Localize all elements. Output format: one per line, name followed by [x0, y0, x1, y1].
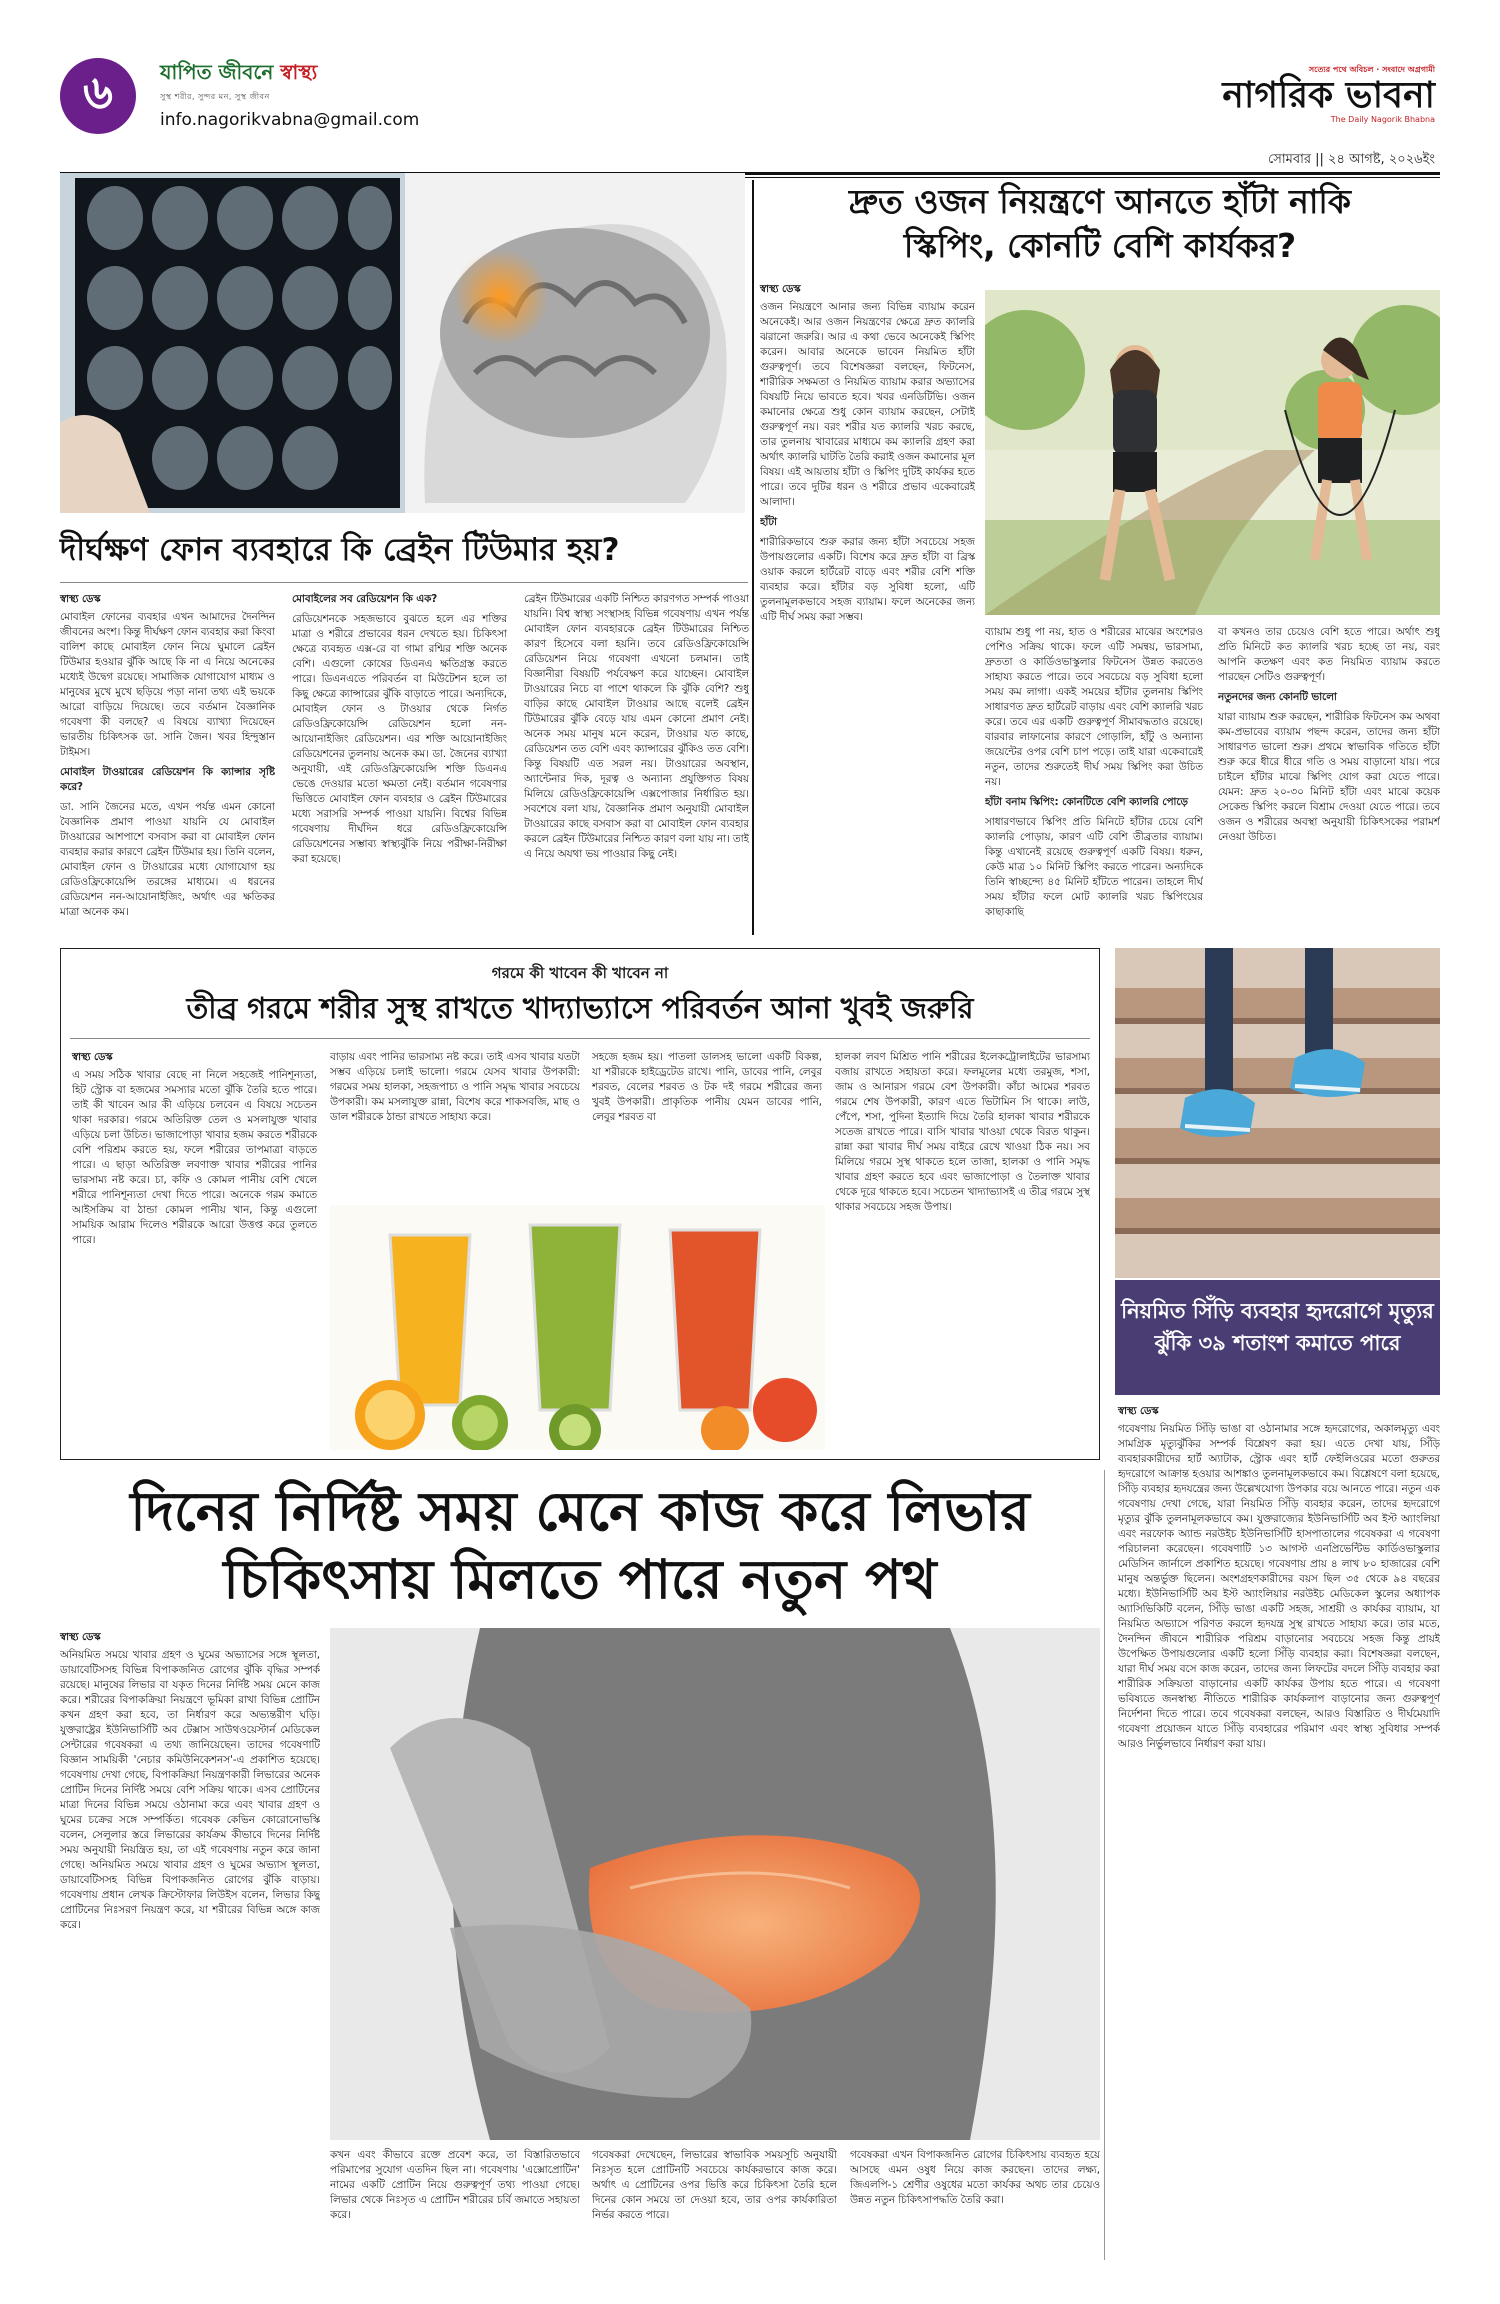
walk-col1-para: ওজন নিয়ন্ত্রণে আনার জন্য বিভিন্ন ব্যায়াম করেন অনেকেই। আর ওজন নিয়ন্ত্রণের ক্ষেত্রে দ্রুত ক্যালরি ঝরানো জরুরি। আর এ কথা ভেবে অনেকেই স্কিপিং করেন। আবার অনেকে ভাবেন নিয়মিত হাঁটা গুরুত্বপূর্ণ। তবে বিশেষজ্ঞরা বলছেন, ফিটনেস, শারীরিক সক্ষমতা ও নিয়মিত ব্যায়াম করার অভ্যাসের বিষয়টি নিয়ে ভাবতে হবে। খবর এনডিটিভি। ওজন কমানোর ক্ষেত্রে শুধু কোন ব্যায়াম করছেন, সেটাই গুরুত্বপূর্ণ নয়। বরং শরীর যত ক্যালরি খরচ করছে, তার তুলনায় খাবারের মাধ্যমে কম ক্যালরি গ্রহণ করা অর্থাৎ ক্যালরি ঘাটতি তৈরি করাই ওজন কমানোর মূল বিষয়। এই আয়তায় হাঁটা ও স্কিপিং দুটিই কার্যকর হতে পারে। তবে দুটির ধরন ও শরীরে প্রভাব একেবারেই আলাদা। [760, 301, 975, 508]
liver-column-4 [850, 2148, 1100, 2260]
brain-column-2 [292, 592, 507, 940]
walk-column-2 [985, 625, 1203, 925]
brain-col2-para: রেডিয়েশনকে সহজভাবে বুঝতে হলে এর শক্তির মাত্রা ও শরীরে প্রভাবের ধরন দেখতে হয়। চিকিৎসা ক্ষেত্রে ব্যবহৃত এক্স-রে বা গামা রশ্মির শক্তি অনেক বেশি। এগুলো কোষের ডিএনএ ক্ষতিগ্রস্ত করতে পারে। ডিএনএতে পরিবর্তন বা মিউটেশন হলে তা কিছু ক্ষেত্রে ক্যান্সারের ঝুঁকি বাড়াতে পারে। অন্যদিকে, মোবাইল ফোন ও টাওয়ার থেকে নির্গত রেডিওফ্রিকোয়েন্সি রেডিয়েশন হলো নন-আয়োনাইজিং রেডিয়েশন। এর শক্তি আয়োনাইজিং রেডিয়েশনের তুলনায় অনেক কম। ডা. জৈনের ব্যাখ্যা অনুযায়ী, এই রেডিওফ্রিকোয়েন্সি শক্তি ডিএনএ ভেঙে দেওয়ার মতো ক্ষমতা নেই। বর্তমান গবেষণার ভিত্তিতে মোবাইল ফোন ব্যবহার ও ব্রেইন টিউমারের মধ্যে সরাসরি সম্পর্ক পাওয়া যায়নি। বিশ্বের বিভিন্ন গবেষণায় দীর্ঘদিন ধরে রেডিওফ্রিকোয়েন্সি রেডিয়েশনের সম্ভাব্য স্বাস্থ্যঝুঁকি নিয়ে পরীক্ষা-নিরীক্ষা করা হয়েছে। [292, 613, 507, 865]
summer-column-4 [835, 1050, 1090, 1450]
brain-col1-subhead: মোবাইল টাওয়ারের রেডিয়েশন কি ক্যান্সার সৃষ্টি করে? [60, 766, 275, 793]
section-brand-tagline: সুস্থ শরীর, সুন্দর মন, সুস্থ জীবন [160, 92, 270, 101]
brain-byline: স্বাস্থ্য ডেস্ক [60, 594, 101, 605]
masthead-slogan: সত্যের পথে অবিচল · সংবাদে অগ্রগামী [1308, 65, 1435, 74]
brain-col2-subhead: মোবাইলের সব রেডিয়েশন কি এক? [292, 593, 438, 605]
walk-column-1 [760, 300, 975, 815]
masthead-english: The Daily Nagorik Bhabna [1330, 115, 1435, 124]
walk-col1-para-2: শারীরিকভাবে শুরু করার জন্য হাঁটা সবচেয়ে সহজ উপায়গুলোর একটি। বিশেষ করে দ্রুত হাঁটা বা ব্রিস্ক ওয়াক করলে হার্টরেট বাড়ে এবং শরীর বেশি শক্তি ব্যবহার করে। হাঁটার বড় সুবিধা হলো, এটি তুলনামূলকভাবে সহজ ব্যায়াম। ফলে অনেকের জন্য এটি দীর্ঘ সময় করা সম্ভব। [760, 536, 975, 623]
stairs-byline: স্বাস্থ্য ডেস্ক [1118, 1406, 1159, 1417]
brain-col3-para: ব্রেইন টিউমারের একটি নিশ্চিত কারণগত সম্পর্ক পাওয়া যায়নি। বিশ্ব স্বাস্থ্য সংস্থাসহ বিভিন্ন গবেষণায় এখন পর্যন্ত মোবাইল ফোন ব্যবহারকে ব্রেইন টিউমারের নিশ্চিত কারণ হিসেবে বলা হয়নি। তবে রেডিওফ্রিকোয়েন্সি রেডিয়েশন নিয়ে গবেষণা এখনো চলমান। তাই বিজ্ঞানীরা বিষয়টি পর্যবেক্ষণ করে যাচ্ছেন। মোবাইল টাওয়ারের নিচে বা পাশে থাকলে কি ঝুঁকি বেশি? শুধু বাড়ির কাছে মোবাইল টাওয়ার আছে বলেই ব্রেইন টিউমারের ঝুঁকি বেড়ে যায় এমন কোনো প্রমাণ নেই। অনেক সময় মানুষ মনে করেন, টাওয়ার যত কাছে, রেডিয়েশন তত বেশি এবং ক্যান্সারের ঝুঁকিও তত বেশি। কিন্তু বিষয়টি এত সরল নয়। টাওয়ারের অবস্থান, অ্যান্টেনার দিক, দূরত্ব ও অন্যান্য প্রযুক্তিগত বিষয় মিলিয়ে রেডিওফ্রিকোয়েন্সি এক্সপোজার নির্ধারিত হয়। সবশেষে বলা যায়, বৈজ্ঞানিক প্রমাণ অনুযায়ী মোবাইল টাওয়ারের কাছে বসবাস করা বা মোবাইল ফোন ব্যবহার করলে ব্রেইন টিউমারের নিশ্চিত কারণ বলা যায় না। তাই এ নিয়ে অযথা ভয় পাওয়ার কিছু নেই। [524, 593, 749, 860]
liver-col3-para: গবেষকরা দেখেছেন, লিভারের স্বাভাবিক সময়সূচি অনুযায়ী নিঃসৃত হলে প্রোটিনটি সবচেয়ে কার্যকরভাবে কাজ করে। অর্থাৎ এ প্রোটিনের ওপর ভিত্তি করে চিকিৎসা তৈরি হলে দিনের কোন সময়ে তা দেওয়া হবে, তার ওপর কার্যকারিতা নির্ভর করতে পারে। [592, 2149, 837, 2221]
stairs-headline-line-2: ঝুঁকি ৩৯ শতাংশ কমাতে পারে [1154, 1331, 1401, 1355]
liver-headline-line-2: চিকিৎসায় মিলতে পারে নতুন পথ [223, 1548, 937, 1611]
section-brand-name-part1: যাপিত জীবনে [160, 60, 274, 84]
walking-skipping-illustration [985, 290, 1440, 615]
walk-col3-para: বা কখনও তার চেয়েও বেশি হতে পারে। অর্থাৎ শুধু প্রতি মিনিটে কত ক্যালরি খরচ হচ্ছে তা নয়, বরং আপনি কতক্ষণ এবং কত নিয়মিত ব্যায়াম করতে পারছেন সেটিও গুরুত্বপূর্ণ। [1218, 626, 1440, 683]
summer-col4-para: হালকা লবণ মিশ্রিত পানি শরীরের ইলেকট্রোলাইটের ভারসাম্য বজায় রাখতে সহায়তা করে। ফলমূলের মধ্যে তরমুজ, শসা, জাম ও আনারস গরমে বেশ উপকারী। কাঁচা আমের শরবত গরমে শেষ উপকারী, কারণ এতে ভিটামিন সি থাকে। লাউ, পেঁপে, শসা, পুদিনা ইত্যাদি দিয়ে তৈরি হালকা খাবার শরীরকে সতেজ রাখতে পারে। বাসি খাবার খাওয়া থেকে বিরত থাকুন। রান্না করা খাবার দীর্ঘ সময় বাইরে রেখে খাওয়া ঠিক নয়। সব মিলিয়ে গরমে সুস্থ থাকতে হলে তাজা, হালকা ও পানি সমৃদ্ধ খাবার গ্রহণ করতে হবে এবং ভাজাপোড়া ও তৈলাক্ত খাবার থেকে দূরে থাকতে হবে। সচেতন খাদ্যাভ্যাসই এ তীব্র গরমে সুস্থ থাকার সবচেয়ে সহজ উপায়। [835, 1051, 1090, 1213]
summer-column-2 [330, 1050, 580, 1200]
stairs-running-photo [1115, 948, 1440, 1278]
liver-article-headline [60, 1478, 1100, 1614]
liver-column-1 [60, 1648, 320, 2260]
liver-column-3 [592, 2148, 837, 2260]
summer-kicker: গরমে কী খাবেন কী খাবেন না [491, 964, 669, 982]
walk-col2-para: ব্যায়াম শুধু পা নয়, হাত ও শরীরের মাঝের অংশেরও পেশিও সক্রিয় থাকে। ফলে এটি সমন্বয়, ভারসাম্য, দ্রুততা ও কার্ডিওভাস্কুলার ফিটনেস উন্নত করতেও সাহায্য করতে পারে। তবে সবচেয়ে বড় সুবিধা হলো সময় কম লাগা। একই সময়ের হাঁটার তুলনায় স্কিপিং সাধারণত দ্রুত হার্টরেট বাড়ায় এবং বেশি ক্যালরি খরচ করে। তবে এর একটি গুরুত্বপূর্ণ সীমাবদ্ধতাও রয়েছে। বারবার লাফানোর কারণে গোড়ালি, হাঁটু ও অন্যান্য জয়েন্টের ওপর বেশি চাপ পড়ে। তাই যারা একেবারেই নতুন, তাদের শুরুতেই দীর্ঘ সময় স্কিপিং করা উচিত নয়। [985, 626, 1203, 788]
brain-col1-para: মোবাইল ফোনের ব্যবহার এখন আমাদের দৈনন্দিন জীবনের অংশ। কিন্তু দীর্ঘক্ষণ ফোন ব্যবহার করা কিংবা বালিশ কাছে মোবাইল ফোন নিয়ে ঘুমালে ব্রেইন টিউমার হওয়ার ঝুঁকি আছে কি না এ নিয়ে অনেকের মধ্যেই উদ্বেগ রয়েছে। সামাজিক যোগাযোগ মাধ্যম ও মানুষের মুখে মুখে ছড়িয়ে পড়া নানা তথ্য এই ভয়কে আরো বাড়িয়ে দিয়েছে। তবে বর্তমান বৈজ্ঞানিক গবেষণা কী বলছে? এ বিষয়ে ব্যাখ্যা দিয়েছেন ভারতীয় চিকিৎসক ডা. সানি জৈন। খবর হিন্দুস্তান টাইমস। [60, 611, 275, 758]
walk-byline: স্বাস্থ্য ডেস্ক [760, 284, 801, 295]
column-divider [752, 180, 754, 935]
summer-article-headline: তীব্র গরমে শরীর সুস্থ রাখতে খাদ্যাভ্যাসে পরিবর্তন আনা খুবই জরুরি [186, 991, 974, 1025]
section-brand-name [160, 58, 460, 91]
walk-col3-para-2: যারা ব্যায়াম শুরু করছেন, শারীরিক ফিটনেস কম অথবা কম-প্রভাবের ব্যায়াম পছন্দ করেন, তাদের জন্য হাঁটা সাধারণত ভালো শুরু। প্রথমে স্বাভাবিক গতিতে হাঁটা শুরু করে ধীরে ধীরে গতি ও সময় বাড়ানো যায়। পরে চাইলে হাঁটার মাঝে স্কিপিং যোগ করা যেতে পারে। যেমন: দ্রুত ২০-৩০ মিনিট হাঁটা এবং মাঝে কয়েক সেকেন্ড স্কিপিং করলে বিশ্রাম দেওয়া যেতে পারে। তবে ওজন ও শরীরের অবস্থা অনুযায়ী চিকিৎসকের পরামর্শ নেওয়া উচিত। [1218, 711, 1440, 843]
walk-column-3 [1218, 625, 1440, 925]
walk-article-headline [760, 180, 1440, 268]
liver-col1-para: অনিয়মিত সময়ে খাবার গ্রহণ ও ঘুমের অভ্যাসের সঙ্গে স্থূলতা, ডায়াবেটিসসহ বিভিন্ন বিপাকজনিত রোগের ঝুঁকি বৃদ্ধির সম্পর্ক রয়েছে। মানুষের লিভার বা যকৃত দিনের নির্দিষ্ট সময় মেনে কাজ করে। শরীরের বিপাকক্রিয়া নিয়ন্ত্রণে ভূমিকা রাখা বিভিন্ন প্রোটিন কখন গ্রহণ করা হবে, তা নির্ধারণ করে অভ্যন্তরীণ ঘড়ি। যুক্তরাষ্ট্রের ইউনিভার্সিটি অব টেক্সাস সাউথওয়েস্টার্ন মেডিকেল সেন্টারের গবেষকরা এ তথ্য জানিয়েছেন। তাদের গবেষণাটি বিজ্ঞান সাময়িকী 'নেচার কমিউনিকেশনস'-এ প্রকাশিত হয়েছে। গবেষণায় দেখা গেছে, বিপাকক্রিয়া নিয়ন্ত্রণকারী লিভারের অনেক প্রোটিন দিনের নির্দিষ্ট সময়ে বেশি সক্রিয় থাকে। এসব প্রোটিনের মাত্রা দিনের বিভিন্ন সময়ে ওঠানামা করে এবং খাবার গ্রহণ ও ঘুমের চক্রের সঙ্গে সম্পর্কিত। গবেষক কেভিন কোরোনোভস্কি বলেন, সেলুলার স্তরে লিভারের কার্যক্রম কীভাবে দিনের নির্দিষ্ট সময় অনুযায়ী নিয়ন্ত্রিত হয়, তা এই গবেষণায় নতুন করে জানা গেছে। অনিয়মিত সময়ে খাবার গ্রহণ ও ঘুমের অভ্যাস স্থূলতা, ডায়াবেটিসসহ বিভিন্ন বিপাকজনিত রোগের ঝুঁকি বাড়ায়। গবেষণায় প্রধান লেখক ক্রিস্টোফার লিউইস বলেন, লিভার কিছু প্রোটিনের নিঃসরণ নিয়ন্ত্রণ করে, যা শরীরের বিভিন্ন অঙ্গে কাজ করে। [60, 1649, 320, 1931]
stairs-divider [1104, 1470, 1105, 2260]
fruit-juices-photo [330, 1205, 825, 1450]
summer-headline-rule [70, 1038, 1090, 1039]
issue-date: সোমবার || ২৪ আগষ্ট, ২০২৬ইং [1268, 152, 1435, 167]
summer-column-3 [592, 1050, 822, 1200]
walk-col1-subhead: হাঁটা [760, 516, 777, 528]
stairs-article-headline [1120, 1295, 1435, 1359]
brain-column-1 [60, 610, 275, 940]
brain-column-3 [524, 592, 749, 940]
summer-col2-para: বাড়ায় এবং পানির ভারসাম্য নষ্ট করে। তাই এসব খাবার যতটা সম্ভব এড়িয়ে চলাই ভালো। গরমে যেসব খাবার উপকারী: গরমের সময় হালকা, সহজপাচ্য ও পানি সমৃদ্ধ খাবার সবচেয়ে উপকারী। কম মসলাযুক্ত রান্না, বিশেষ করে শাকসবজি, মাছ ও ডাল শরীরকে ঠান্ডা রাখতে সাহায্য করে। [330, 1051, 580, 1123]
liver-pain-illustration [330, 1628, 1100, 2140]
walk-col2-para-2: সাধারণভাবে স্কিপিং প্রতি মিনিটে হাঁটার চেয়ে বেশি ক্যালরি পোড়ায়, কারণ এটি বেশি তীব্রতার ব্যায়াম। কিন্তু এখানেই রয়েছে গুরুত্বপূর্ণ একটি বিষয়। ধরুন, কেউ মাত্র ১০ মিনিট স্কিপিং করতে পারেন। অন্যদিকে তিনি স্বাচ্ছন্দ্যে ৪৫ মিনিট হাঁটতে পারেন। তাহলে দীর্ঘ সময় হাঁটার ফলে মোট ক্যালরি খরচ স্কিপিংয়ের কাছাকাছি [985, 816, 1203, 918]
walk-col3-subhead: নতুনদের জন্য কোনটি ভালো [1218, 691, 1337, 703]
contact-email[interactable]: info.nagorikvabna@gmail.com [160, 110, 420, 130]
liver-column-2 [330, 2148, 580, 2260]
liver-col4-para: গবেষকরা এখন বিপাকজনিত রোগের চিকিৎসায় ব্যবহৃত হয়ে আসছে এমন ওষুধ নিয়ে কাজ করছেন। তাদের লক্ষ্য, জিএলপি-১ শ্রেণীর ওষুধের মতো কার্যকর অথচ তার চেয়েও উন্নত নতুন চিকিৎসাপদ্ধতি তৈরি করা। [850, 2149, 1100, 2206]
page-number: ৬ [60, 58, 136, 134]
summer-col1-para: এ সময় সঠিক খাবার বেছে না নিলে সহজেই পানিশূন্যতা, হিট স্ট্রোক বা হজমের সমস্যার মতো ঝুঁকি তৈরি হতে পারে। তাই কী খাবেন আর কী এড়িয়ে চলবেন এ বিষয়ে সচেতন থাকা দরকার। গরমে অতিরিক্ত তেল ও মসলাযুক্ত খাবার এড়িয়ে চলা উচিত। ভাজাপোড়া খাবার হজম করতে শরীরকে বেশি পরিশ্রম করতে হয়, ফলে শরীরের তাপমাত্রা বাড়তে পারে। এ ছাড়া অতিরিক্ত লবণাক্ত খাবার শরীরের পানির ভারসাম্য নষ্ট করে। চা, কফি ও কোমল পানীয় বেশি খেলে শরীরে পানিশূন্যতা দেখা দিতে পারে। অনেকে গরম কমাতে আইসক্রিম বা ঠান্ডা কোমল পানীয় খান, কিন্তু এগুলো সাময়িক আরাম দিলেও শরীরকে আরো উত্তপ্ত করে তুলতে পারে। [72, 1069, 317, 1246]
mri-scan-photo [60, 173, 405, 513]
stairs-headline-line-1: নিয়মিত সিঁড়ি ব্যবহার হৃদরোগে মৃত্যুর [1121, 1299, 1434, 1323]
stairs-para: গবেষণায় নিয়মিত সিঁড়ি ভাঙা বা ওঠানামার সঙ্গে হৃদরোগের, অকালমৃত্যু এবং সামগ্রিক মৃত্যুঝুঁকির সম্পর্ক বিশ্লেষণ করা হয়। এতে দেখা যায়, সিঁড়ি ব্যবহারকারীদের হার্ট অ্যাটাক, স্ট্রোক এবং হার্ট ফেইলিওরের মতো গুরুতর হৃদরোগে আক্রান্ত হওয়ার আশঙ্কাও তুলনামূলকভাবে কম। বিশ্লেষণে বলা হয়েছে, সিঁড়ি ব্যবহার হৃদযন্ত্রের জন্য উল্লেখযোগ্য উপকার বয়ে আনতে পারে। নতুন এক গবেষণায় দেখা গেছে, যারা নিয়মিত সিঁড়ি ব্যবহার করেন, তাদের হৃদরোগে মৃত্যুর ঝুঁকি তুলনামূলকভাবে কম। যুক্তরাজ্যের ইউনিভার্সিটি অব ইস্ট অ্যাংলিয়া এবং নরফোক অ্যান্ড নরউইচ ইউনিভার্সিটি হাসপাতালের গবেষকরা এ গবেষণা পরিচালনা করেছেন। গবেষণাটি ১৩ আগস্ট এনপ্ৰিভেন্টিভ কার্ডিওভাস্কুলার মেডিসিন জার্নালে প্রকাশিত হয়েছে। গবেষণায় প্রায় ৪ লাখ ৮০ হাজারের বেশি মানুষ অন্তর্ভুক্ত ছিলেন। অংশগ্রহণকারীদের বয়স ছিল ৩৫ থেকে ৯৪ বছরের মধ্যে। ইউনিভার্সিটি অব ইস্ট অ্যাংলিয়ার নরউইচ মেডিকেল স্কুলের অধ্যাপক অ্যাসিভিকিটি বলেন, সিঁড়ি ভাঙা একটি সহজ, সাশ্রয়ী ও কার্যকর ব্যায়াম, যা নিয়মিত অভ্যাসে পরিণত করলে হৃদযন্ত্র সুস্থ রাখতে সাহায্য করে। তার মতে, দৈনন্দিন জীবনে শারীরিক পরিশ্রম বাড়ানোর সবচেয়ে সহজ কিন্তু প্রায়ই উপেক্ষিত উপায়গুলোর একটি হলো সিঁড়ি ব্যবহার করা। বিশেষজ্ঞরা বলছেন, যারা দীর্ঘ সময় বসে কাজ করেন, তাদের জন্য লিফটের বদলে সিঁড়ি ব্যবহার করা শারীরিক সক্রিয়তা বাড়ানোর একটি কার্যকর উপায় হতে পারে। এ গবেষণা ভবিষ্যতে জনস্বাস্থ্য নীতিতে শারীরিক কার্যকলাপ বাড়ানোর জন্য গুরুত্বপূর্ণ নির্দেশনা দিতে পারে। তবে গবেষকরা বলছেন, আরও বিস্তারিত ও দীর্ঘমেয়াদি গবেষণা প্রয়োজন যাতে সিঁড়ি ব্যবহারের পরিমাণ এবং স্বাস্থ্য সুবিধার সম্পর্ক আরও নির্ভুলভাবে নির্ধারণ করা যায়। [1118, 1423, 1440, 1750]
glowing-brain-illustration [405, 173, 745, 513]
masthead-title: নাগরিক ভাবনা [1222, 75, 1435, 116]
masthead [1215, 64, 1435, 124]
walk-headline-line-1: দ্রুত ওজন নিয়ন্ত্রণে আনতে হাঁটা নাকি [849, 182, 1351, 221]
liver-byline: স্বাস্থ্য ডেস্ক [60, 1632, 101, 1643]
brain-col1-para-2: ডা. সানি জৈনের মতে, এখন পর্যন্ত এমন কোনো বৈজ্ঞানিক প্রমাণ পাওয়া যায়নি যে মোবাইল টাওয়ারের আশপাশে বসবাস করা বা মোবাইল ফোন ব্যবহার করার কারণে ব্রেইন টিউমার হয়। তিনি বলেন, মোবাইল ফোন ও টাওয়ারের মধ্যে যোগাযোগ হয় রেডিওফ্রিকোয়েন্সি তরঙ্গের মাধ্যমে। এ ধরনের রেডিয়েশন নন-আয়োনাইজিং, অর্থাৎ এর ক্ষতিকর মাত্রা অনেক কম। [60, 801, 275, 918]
section-brand [160, 58, 460, 101]
stairs-column [1118, 1422, 1440, 2258]
brain-article-headline: দীর্ঘক্ষণ ফোন ব্যবহারে কি ব্রেইন টিউমার হয়? [60, 532, 620, 568]
summer-byline: স্বাস্থ্য ডেস্ক [72, 1052, 113, 1063]
section-brand-name-part2: স্বাস্থ্য [280, 60, 318, 84]
summer-column-1 [72, 1068, 317, 1453]
summer-col3-para: সহজে হজম হয়। পাতলা ডালসহ ভালো একটি বিকল্প, যা শরীরকে হাইড্রেটেড রাখে। পানি, ডাবের পানি, লেবুর শরবত, বেলের শরবত ও টক দই গরমে শরীরের জন্য খুবই উপকারী। প্রাকৃতিক পানীয় যেমন ডাবের পানি, লেবুর শরবত বা [592, 1051, 822, 1123]
liver-headline-line-1: দিনের নির্দিষ্ট সময় মেনে কাজ করে লিভার [130, 1480, 1030, 1543]
brain-headline-rule [60, 582, 748, 583]
liver-col2-para: কখন এবং কীভাবে রক্তে প্রবেশ করে, তা বিস্তারিতভাবে পরিমাপের সুযোগ এতদিন ছিল না। গবেষণায় 'এক্সোপ্রোটিন' নামের একটি প্রোটিন নিয়ে গুরুত্বপূর্ণ তথ্য পাওয়া গেছে। লিভার থেকে নিঃসৃত এ প্রোটিন শরীরের চর্বি জমাতে সহায়তা করে। [330, 2149, 580, 2221]
walk-headline-line-2: স্কিপিং, কোনটি বেশি কার্যকর? [903, 226, 1297, 265]
walk-col2-subhead: হাঁটা বনাম স্কিপিং: কোনটিতে বেশি ক্যালরি পোড়ে [985, 796, 1188, 808]
